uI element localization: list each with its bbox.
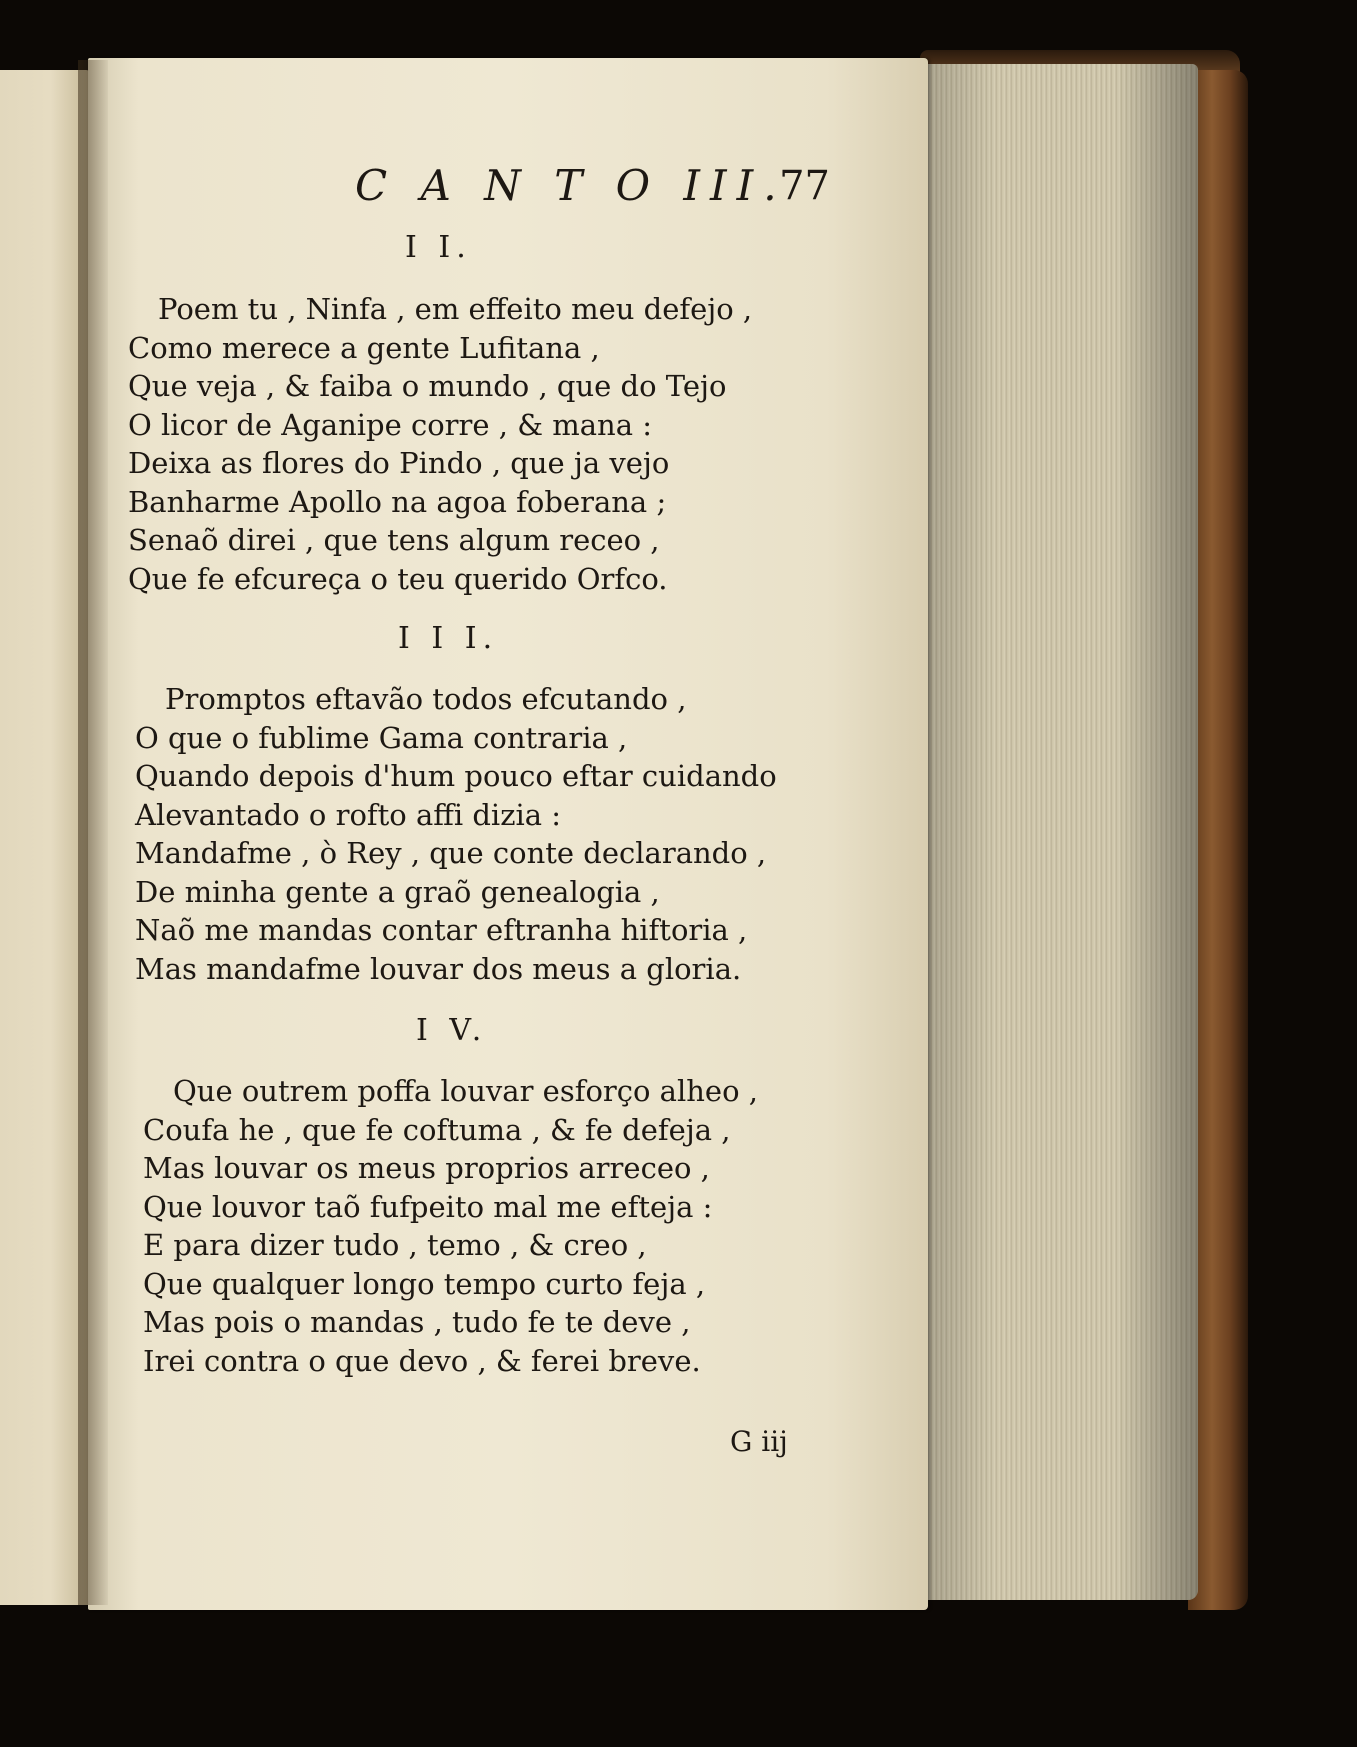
gutter-shadow (78, 60, 108, 1605)
verse-line: O que o fublime Gama contraria , (135, 720, 628, 755)
verse-line: Naõ me mandas contar eftranha hiftoria , (135, 913, 748, 947)
verse-line: O licor de Aganipe corre , & mana : (128, 407, 652, 442)
stanza-number: I V. (416, 1013, 488, 1048)
verse-line: Que fe efcureça o teu querido Orfco. (128, 561, 668, 596)
page-number: 77 (779, 163, 830, 209)
stanza-number: I I I. (398, 621, 499, 656)
canto-title: C A N T O III. (355, 161, 787, 210)
verse-line: Senaõ direi , que tens algum receo , (128, 523, 660, 557)
verse-line: Que qualquer longo tempo curto feja , (143, 1266, 706, 1301)
stanza-number: I I. (405, 230, 472, 265)
verse-line: Mas louvar os meus proprios arreceo , (143, 1151, 710, 1185)
book-page (88, 58, 928, 1610)
running-head (270, 161, 830, 221)
book-page-edges (928, 64, 1198, 1600)
signature-mark: G iij (730, 1425, 788, 1458)
verse-line: Irei contra o que devo , & ferei breve. (143, 1343, 701, 1378)
verse-line: Promptos eftavão todos efcutando , (165, 682, 687, 716)
verse-line: Deixa as flores do Pindo , que ja vejo (128, 446, 670, 480)
stanza-iii (135, 680, 777, 988)
stanza-ii (128, 290, 752, 598)
verse-line: Que veja , & faiba o mundo , que do Tejo (128, 369, 727, 403)
verse-line: Como merece a gente Lufitana , (128, 330, 600, 365)
verse-line: Banharme Apollo na agoa foberana ; (128, 484, 667, 519)
stanza-iv (143, 1072, 758, 1380)
verse-line: Mas pois o mandas , tudo fe te deve , (143, 1305, 691, 1339)
verse-line: Mandafme , ò Rey , que conte declarando , (135, 836, 767, 870)
verse-line: Alevantado o rofto affi dizia : (135, 797, 562, 832)
verse-line: Poem tu , Ninfa , em effeito meu defejo , (158, 292, 753, 326)
verse-line: E para dizer tudo , temo , & creo , (143, 1228, 647, 1262)
verse-line: Coufa he , que fe coftuma , & fe defeja , (143, 1112, 731, 1147)
verse-line: Que louvor taõ fufpeito mal me efteja : (143, 1189, 713, 1224)
verse-line: Mas mandafme louvar dos meus a gloria. (135, 951, 742, 986)
verse-line: De minha gente a graõ genealogia , (135, 874, 660, 909)
page-text (88, 58, 928, 1610)
verse-line: Que outrem poffa louvar esforço alheo , (173, 1074, 758, 1108)
verse-line: Quando depois d'hum pouco eftar cuidando (135, 759, 777, 793)
